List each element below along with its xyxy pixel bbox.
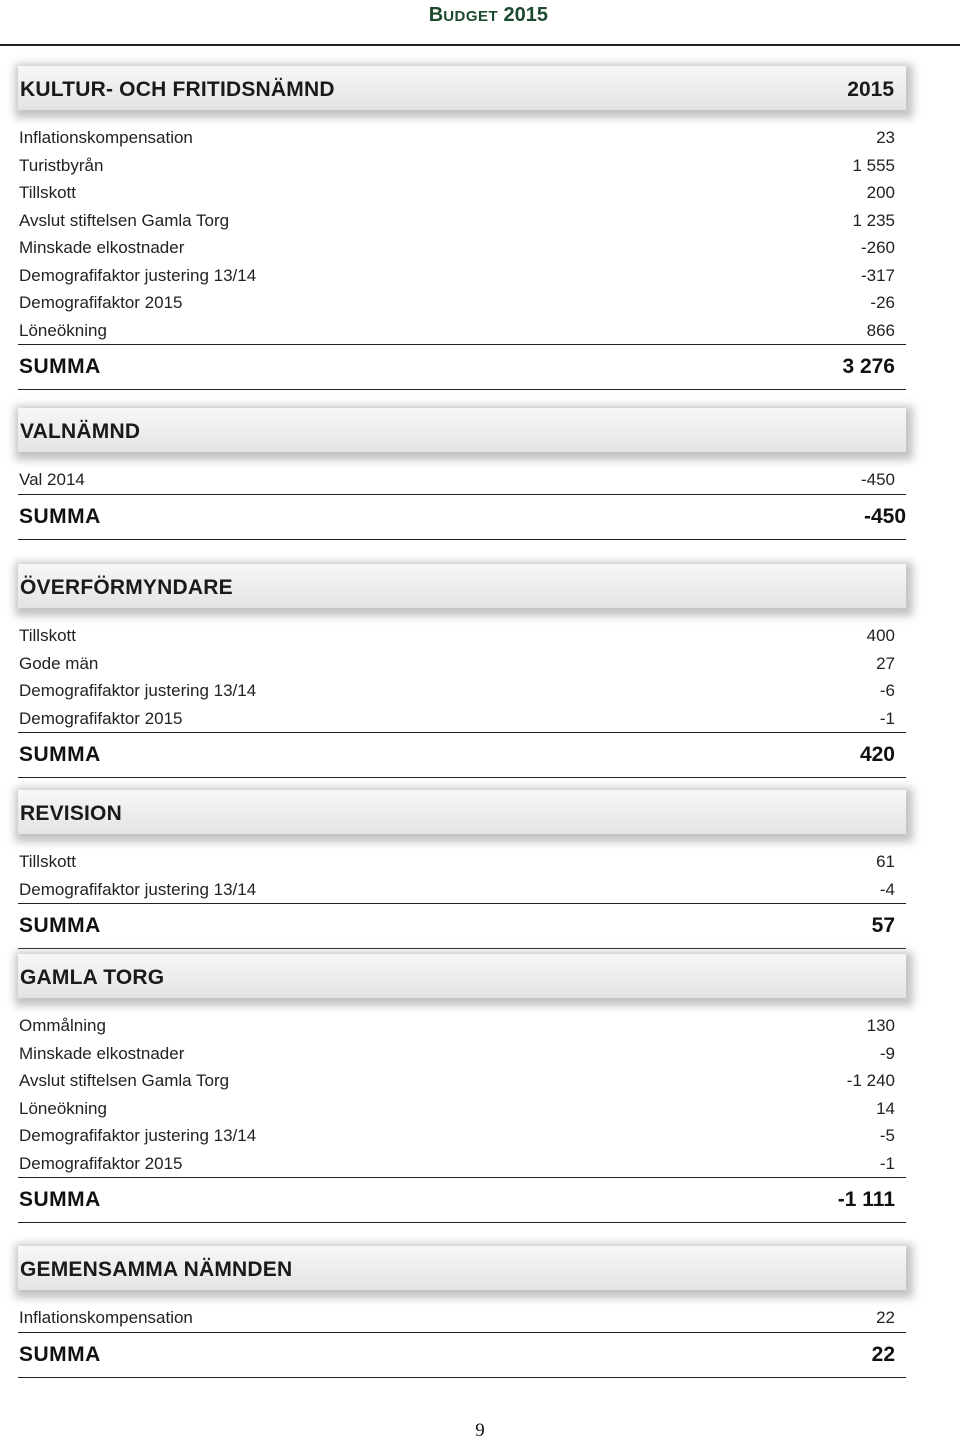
budget-row: Val 2014 -450: [19, 470, 895, 489]
budget-row: Tillskott 61: [19, 852, 895, 871]
summa-row: SUMMA -450: [18, 494, 906, 540]
section-header: [18, 954, 906, 998]
section-title: VALNÄMND: [20, 420, 141, 443]
budget-row: Demografifaktor 2015 -1: [19, 708, 895, 728]
section-gemensamma-namnden: [18, 1246, 906, 1378]
section-overformyndare: [18, 564, 906, 778]
section-valnamnd: [18, 408, 906, 540]
budget-row: Tillskott 200: [19, 183, 895, 202]
budget-row: Turistbyrån 1 555: [19, 155, 895, 175]
budget-row: Demografifaktor 2015 -26: [19, 293, 895, 312]
section-header: [18, 1246, 906, 1290]
summa-row: SUMMA 3 276: [18, 344, 906, 390]
section-title: GAMLA TORG: [20, 966, 165, 989]
summa-row: SUMMA 22: [18, 1332, 906, 1378]
budget-row: Löneökning 866: [19, 320, 895, 340]
budget-row: Gode män 27: [19, 653, 895, 673]
budget-row: Demografifaktor justering 13/14 -6: [19, 681, 895, 700]
page-header: [0, 0, 960, 46]
budget-row: Minskade elkostnader -9: [19, 1043, 895, 1063]
section-header: [18, 790, 906, 834]
budget-row: Inflationskompensation 23: [19, 128, 895, 147]
section-title: ÖVERFÖRMYNDARE: [20, 576, 233, 599]
section-header: [18, 66, 906, 110]
summa-row: SUMMA 420: [18, 732, 906, 778]
budget-row: Tillskott 400: [19, 626, 895, 645]
section-kultur-och-fritidsnamnd: [18, 66, 906, 390]
budget-row: Demografifaktor 2015 -1: [19, 1153, 895, 1173]
section-gamla-torg: [18, 954, 906, 1223]
budget-row: Avslut stiftelsen Gamla Torg -1 240: [19, 1071, 895, 1090]
section-title: REVISION: [20, 802, 122, 825]
section-title: GEMENSAMMA NÄMNDEN: [20, 1258, 293, 1281]
document-title: BUDGET 2015: [428, 4, 548, 26]
page-number: 9: [475, 1420, 485, 1441]
budget-row: Demografifaktor justering 13/14 -317: [19, 265, 895, 285]
budget-row: Avslut stiftelsen Gamla Torg 1 235: [19, 210, 895, 230]
budget-row: Demografifaktor justering 13/14 -5: [19, 1126, 895, 1145]
budget-row: Ommålning 130: [19, 1016, 895, 1035]
budget-row: Minskade elkostnader -260: [19, 238, 895, 257]
section-header: [18, 564, 906, 608]
budget-row: Inflationskompensation 22: [19, 1308, 895, 1327]
summa-row: SUMMA -1 111: [18, 1177, 906, 1223]
section-header: [18, 408, 906, 452]
budget-row: Demografifaktor justering 13/14 -4: [19, 879, 895, 899]
section-revision: [18, 790, 906, 949]
budget-row: Löneökning 14: [19, 1098, 895, 1118]
summa-row: SUMMA 57: [18, 903, 906, 949]
section-year: 2015: [847, 78, 894, 101]
section-title: KULTUR- OCH FRITIDSNÄMND: [20, 78, 335, 101]
